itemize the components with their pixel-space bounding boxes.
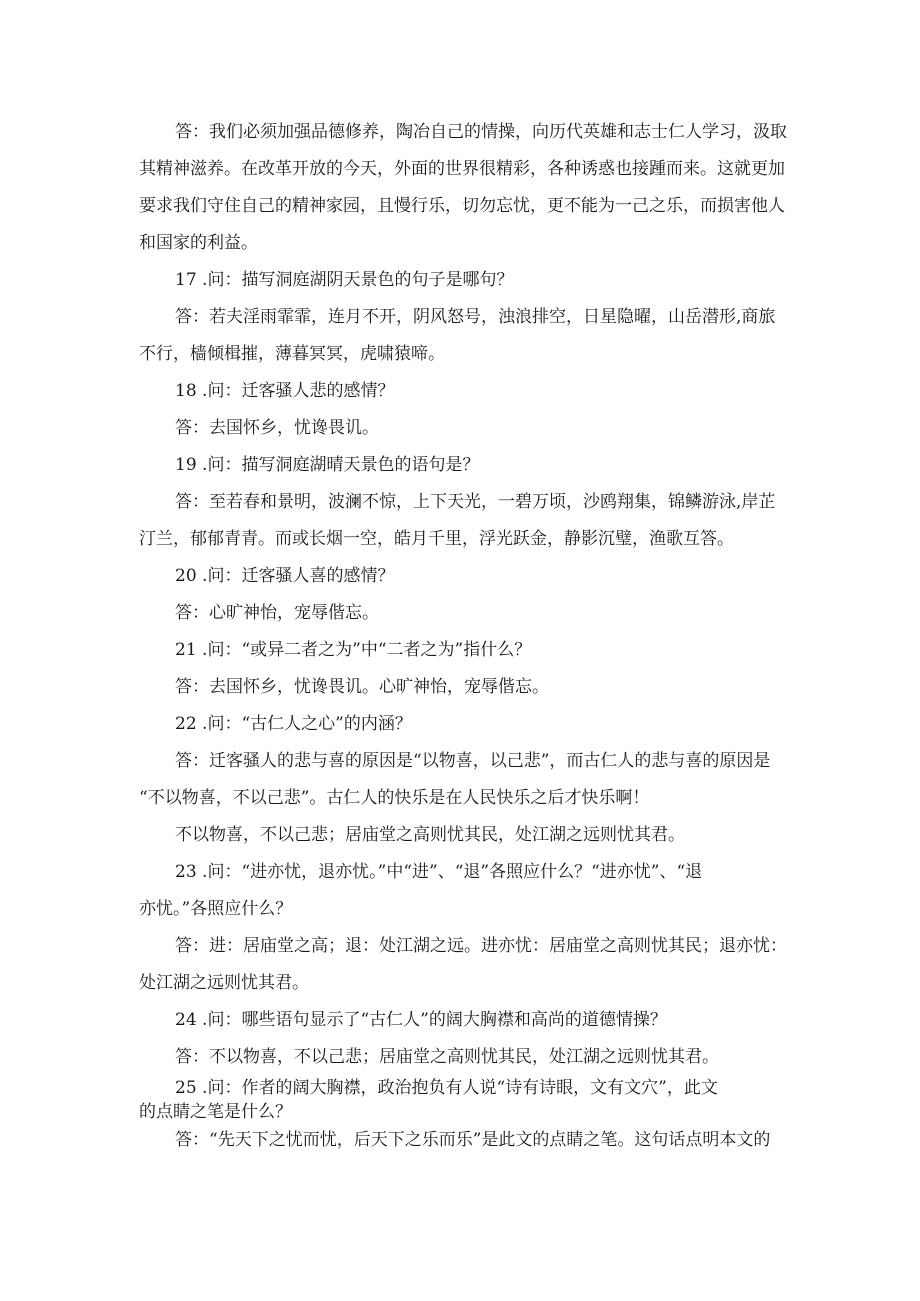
question-25-line-2: 的点睛之笔是什么？ [139,1102,292,1122]
question-23-line-1: 23 .问：“进亦忧，退亦忧。”中“进”、“退”各照应什么？“进亦忧”、“退 [175,862,703,882]
answer-16-line-2: 其精神滋养。在改革开放的今天，外面的世界很精彩，各种诱惑也接踵而来。这就更加 [139,159,785,179]
question-25-line-1: 25 .问：作者的阔大胸襟，政治抱负有人说“诗有诗眼，文有文穴”，此文 [175,1078,718,1098]
answer-22-line-1: 答：迁客骚人的悲与喜的原因是“以物喜，以己悲”，而古仁人的悲与喜的原因是 [175,751,771,771]
answer-25-line-1: 答：“先天下之忧而忧，后天下之乐而乐”是此文的点睛之笔。这句话点明本文的 [175,1130,771,1150]
answer-19-line-2: 汀兰，郁郁青青。而或长烟一空，皓月千里，浮光跃金，静影沉璧，渔歌互答。 [139,529,734,549]
answer-17-line-1: 答：若夫淫雨霏霏，连月不开，阴风怒号，浊浪排空，日星隐曜，山岳潜形,商旅 [175,307,776,327]
question-23-line-2: 亦忧。”各照应什么？ [139,899,293,919]
question-24: 24 .问：哪些语句显示了“古仁人”的阔大胸襟和高尚的道德情操？ [175,1010,667,1030]
answer-16-line-1: 答：我们必须加强品德修养，陶冶自己的情操，向历代英雄和志士仁人学习，汲取 [175,122,787,142]
question-21: 21 .问：“或异二者之为”中“二者之为”指什么？ [175,640,532,660]
answer-23-line-1: 答：进：居庙堂之高；退：处江湖之远。进亦忧：居庙堂之高则忧其民；退亦忧： [175,936,787,956]
answer-18: 答：去国怀乡，忧谗畏讥。 [175,418,379,438]
answer-21: 答：去国怀乡，忧谗畏讥。心旷神怡，宠辱偕忘。 [175,677,549,697]
answer-16-line-4: 和国家的利益。 [139,233,258,253]
answer-17-line-2: 不行，樯倾楫摧，薄暮冥冥，虎啸猿啼。 [139,344,445,364]
answer-19-line-1: 答：至若春和景明，波澜不惊，上下天光，一碧万顷，沙鸥翔集，锦鳞游泳,岸芷 [175,492,776,512]
question-22: 22 .问：“古仁人之心”的内涵？ [175,714,412,734]
question-18: 18 .问：迁客骚人悲的感情？ [175,381,395,401]
answer-24: 答：不以物喜，不以己悲；居庙堂之高则忧其民，处江湖之远则忧其君。 [175,1047,719,1067]
question-19: 19 .问：描写洞庭湖晴天景色的语句是？ [175,455,480,475]
answer-22-line-3: 不以物喜，不以己悲；居庙堂之高则忧其民，处江湖之远则忧其君。 [175,825,685,845]
question-17: 17 .问：描写洞庭湖阴天景色的句子是哪句？ [175,270,514,290]
answer-16-line-3: 要求我们守住自己的精神家园，且慢行乐，切勿忘忧，更不能为一己之乐，而损害他人 [139,196,785,216]
answer-23-line-2: 处江湖之远则忧其君。 [139,973,309,993]
answer-20: 答：心旷神怡，宠辱偕忘。 [175,603,379,623]
answer-22-line-2: “不以物喜，不以己悲”。古仁人的快乐是在人民快乐之后才快乐啊！ [139,788,650,808]
question-20: 20 .问：迁客骚人喜的感情？ [175,566,395,586]
